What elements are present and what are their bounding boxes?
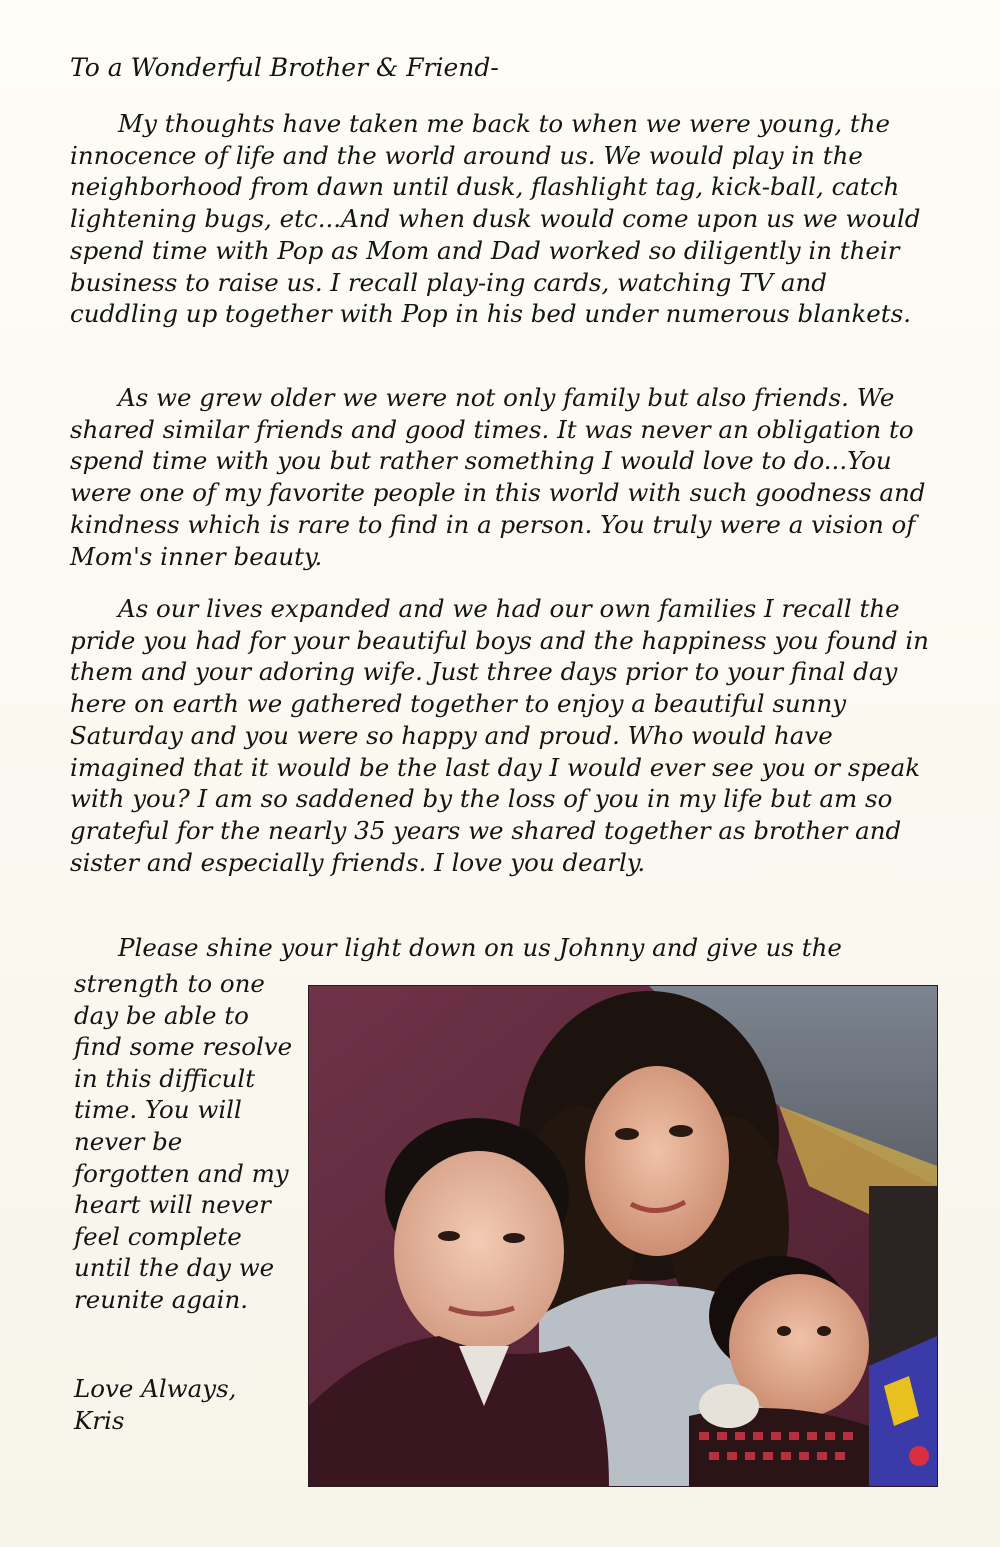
- family-photo: [309, 986, 937, 1486]
- signature-name: Kris: [74, 1405, 125, 1435]
- paragraph-families: As our lives expanded and we had our own families I recall the pride you had for your beautiful boys and the happiness you found in them and your adoring wife. Just three days prior to your final day here on earth we gathered together to enjoy a beautiful sunny Saturday and you were so happy and proud. Who would have imagined that it would be the last day I would ever see you or speak with you? I am so saddened by the loss of you in my life but am so grateful for the nearly 35 years we shared together as brother and sister and especially friends. I love you dearly.: [70, 594, 929, 877]
- signoff-text: Love Always,: [74, 1374, 237, 1403]
- paragraph-closing-first-line: Please shine your light down on us Johnny and give us the: [118, 933, 842, 962]
- signature-block: [74, 1373, 299, 1436]
- paragraph-friends: As we grew older we were not only family but also friends. We shared similar friends and good times. It was never an obligation to spend time with you but rather something I would love to do...You were one of my favorite people in this world with such goodness and kindness which is rare to find in a person. You truly were a vision of Mom's inner beauty.: [70, 383, 926, 571]
- paragraph-childhood: My thoughts have taken me back to when we were young, the innocence of life and the world around us. We would play in the neighborhood from dawn until dusk, flashlight tag, kick-ball, catch lightening bugs, etc...And when dusk would come upon us we would spend time with Pop as Mom and Dad worked so diligently in their business to raise us. I recall play-ing cards, watching TV and cuddling up together with Pop in his bed under numerous blankets.: [70, 109, 921, 329]
- paragraph-closing-continuation: strength to one day be able to find some resolve in this difficult time. You will never be forgotten and my heart will never feel complete until the day we reunite again.: [74, 969, 293, 1314]
- family-photo-icon: [309, 986, 937, 1486]
- letter-greeting: To a Wonderful Brother & Friend-: [70, 53, 499, 82]
